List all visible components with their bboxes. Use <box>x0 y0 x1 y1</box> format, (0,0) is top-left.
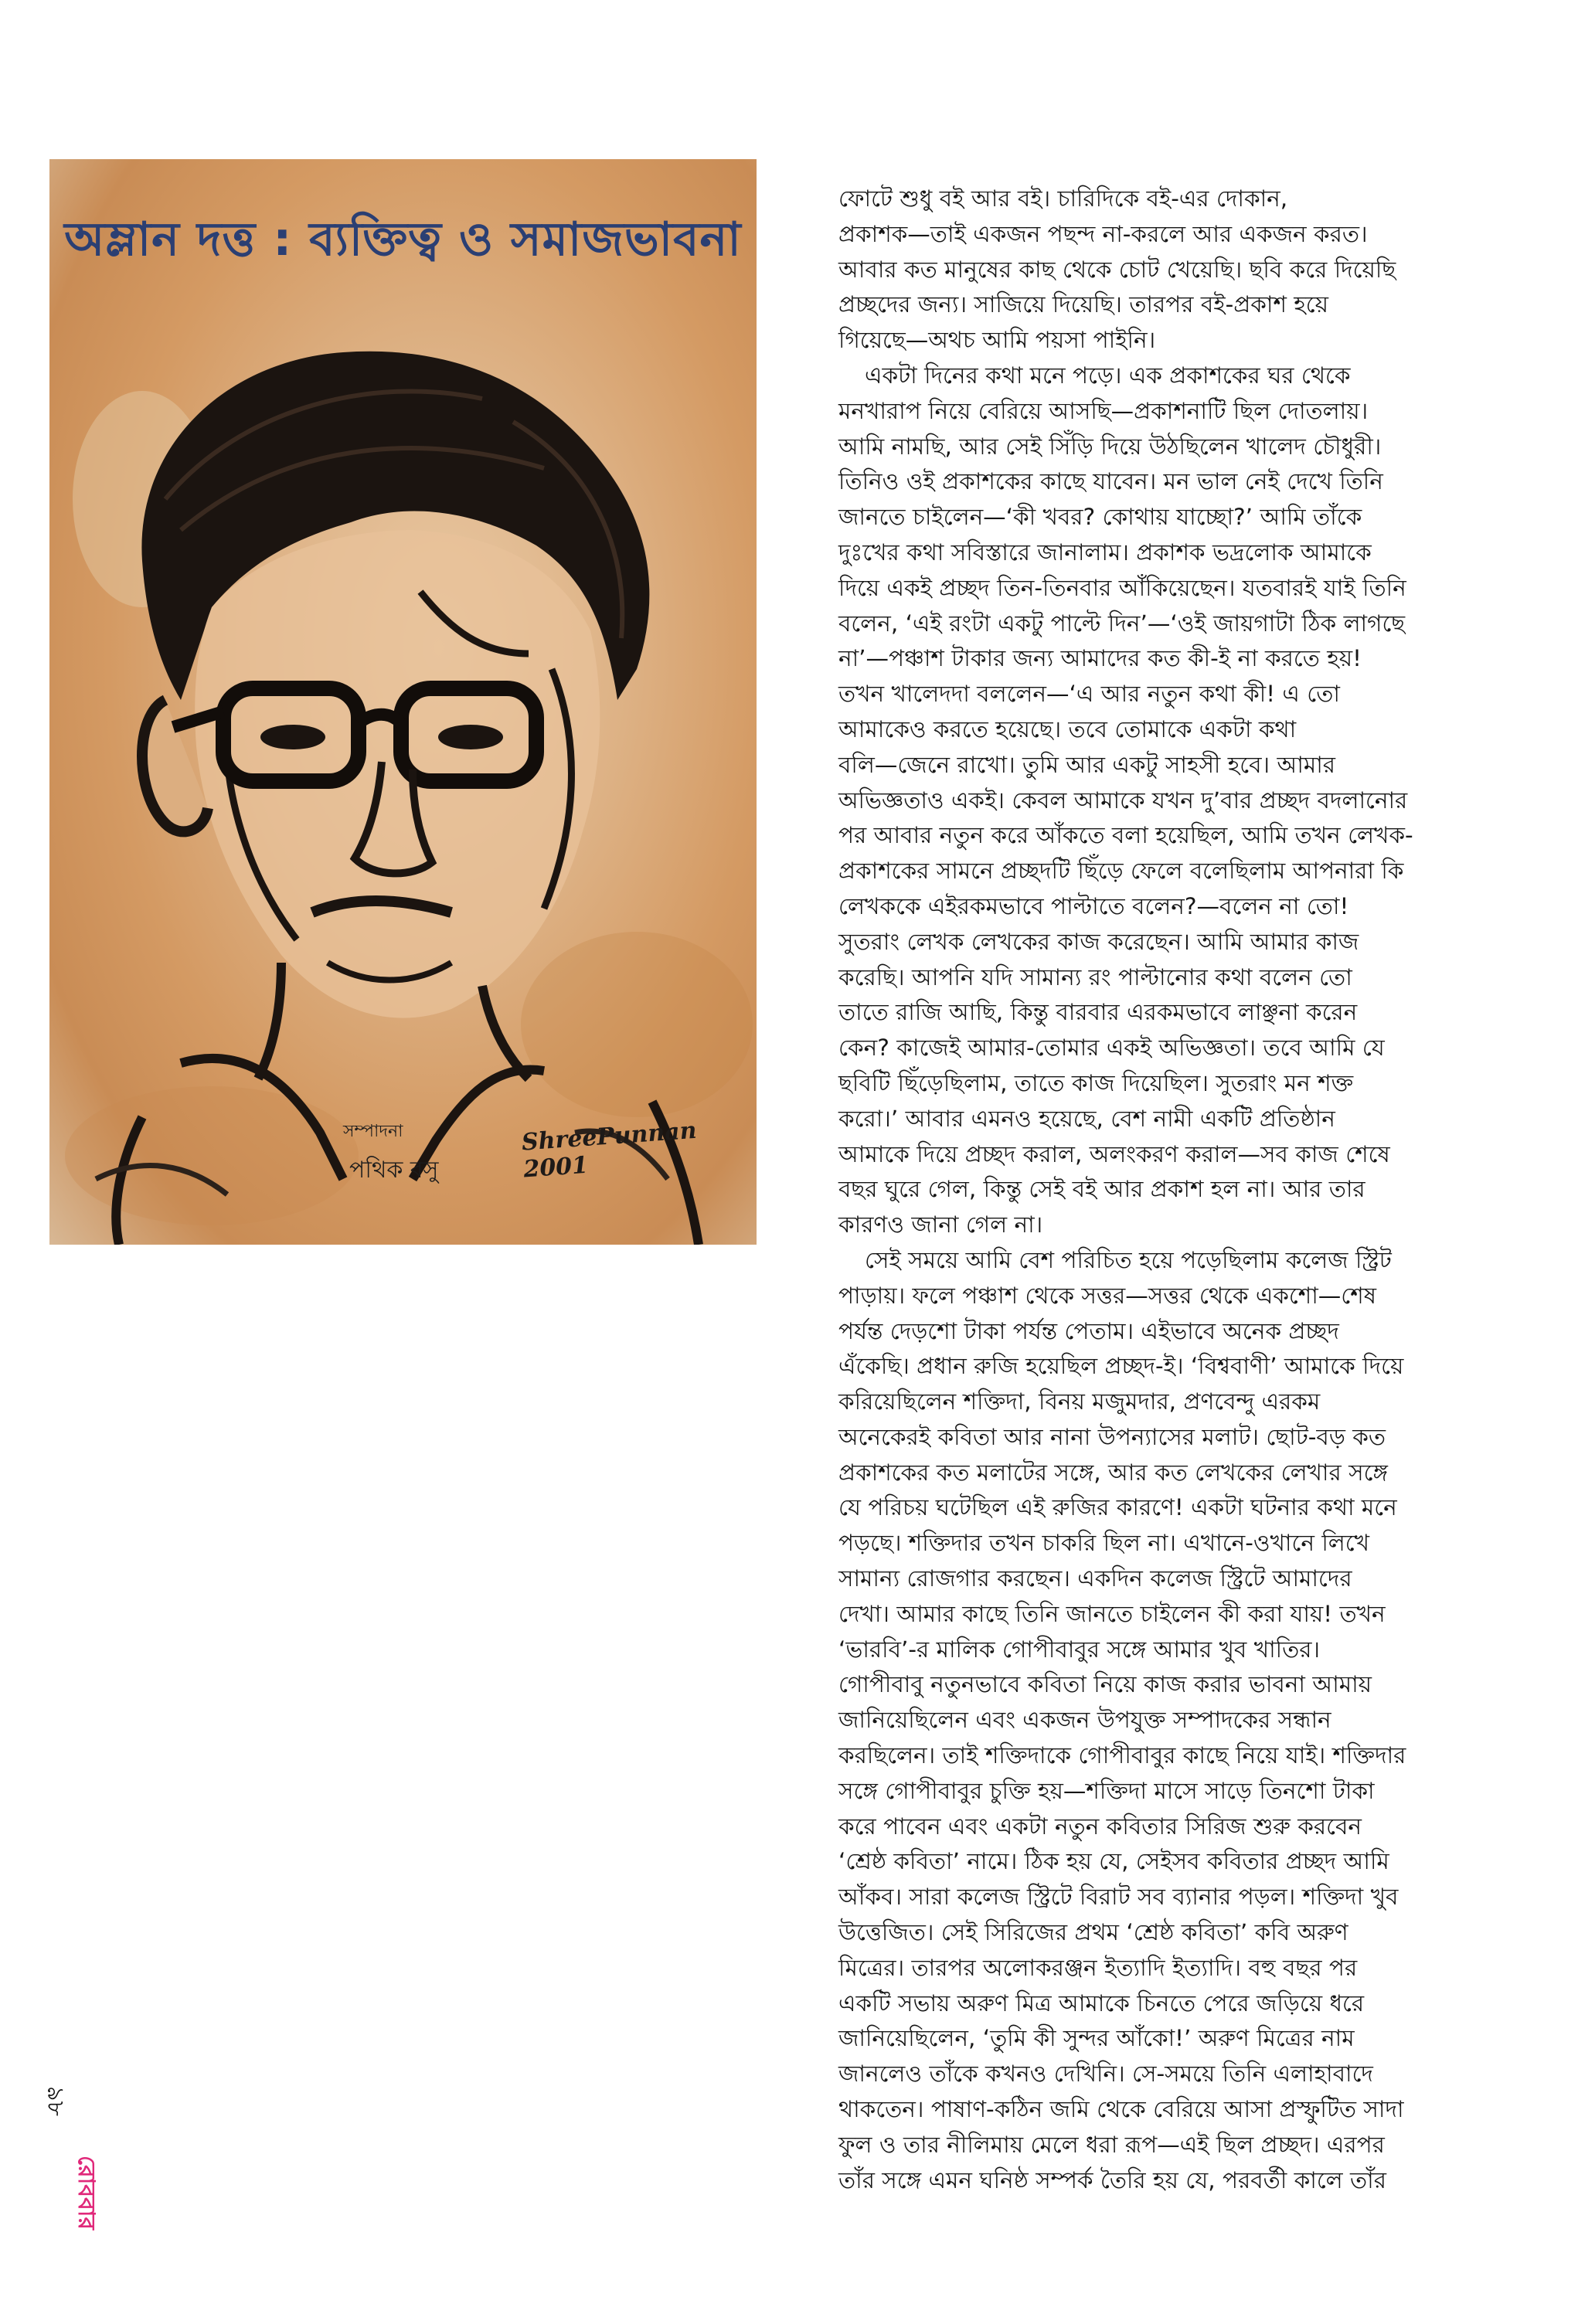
article-line: মনখারাপ নিয়ে বেরিয়ে আসছি—প্রকাশনাটি ছিল দোতলায়। <box>838 397 1369 424</box>
page-number: ৯৮ <box>42 2086 69 2116</box>
article-line: লেখককে এইরকমভাবে পাল্টাতে বলেন?—বলেন না তো! <box>838 892 1349 919</box>
article-line: ছবিটি ছিঁড়েছিলাম, তাতে কাজ দিয়েছিল। সুতরাং মন শক্ত <box>838 1069 1354 1096</box>
article-line: এঁকেছি। প্রধান রুজি হয়েছিল প্রচ্ছদ-ই। ‘বিশ্ববাণী’ আমাকে দিয়ে <box>838 1353 1404 1380</box>
magazine-name: রোববার <box>73 2156 100 2230</box>
article-line: যে পরিচয় ঘটেছিল এই রুজির কারণে! একটা ঘটনার কথা মনে <box>838 1494 1397 1521</box>
article-text-column <box>838 182 1472 2198</box>
article-line: আমাকেও করতে হয়েছে। তবে তোমাকে একটা কথা <box>838 715 1297 742</box>
cover-editor-label: সম্পাদনা <box>343 1122 403 1141</box>
article-line: প্রচ্ছদের জন্য। সাজিয়ে দিয়েছি। তারপর বই-প্রকাশ হয়ে <box>838 291 1329 318</box>
article-line: জানলেও তাঁকে কখনও দেখিনি। সে-সময়ে তিনি এলাহাবাদে <box>838 2061 1373 2088</box>
article-line: পাড়ায়। ফলে পঞ্চাশ থেকে সত্তর—সত্তর থেকে একশো—শেষ <box>838 1282 1376 1309</box>
article-line: প্রকাশকের সামনে প্রচ্ছদটি ছিঁড়ে ফেলে বলেছিলাম আপনারা কি <box>838 858 1404 885</box>
article-line: একটি সভায় অরুণ মিত্র আমাকে চিনতে পেরে জড়িয়ে ধরে <box>838 1989 1365 2017</box>
article-line: মিত্রের। তারপর অলোকরঞ্জন ইত্যাদি ইত্যাদি। বহু বছর পর <box>838 1954 1358 1981</box>
article-line: সঙ্গে গোপীবাবুর চুক্তি হয়—শক্তিদা মাসে সাড়ে তিনশো টাকা <box>838 1777 1375 1804</box>
article-line: তিনিও ওই প্রকাশকের কাছে যাবেন। মন ভাল নেই দেখে তিনি <box>838 468 1383 495</box>
article-line: জানিয়েছিলেন, ‘তুমি কী সুন্দর আঁকো!’ অরুণ মিত্রের নাম <box>838 2025 1355 2052</box>
article-line: সামান্য রোজগার করছেন। একদিন কলেজ স্ট্রিটে আমাদের <box>838 1565 1352 1592</box>
artist-signature: ShreePunnan 2001 <box>520 1116 698 1184</box>
article-line: করে পাবেন এবং একটা নতুন কবিতার সিরিজ শুরু করবেন <box>838 1813 1362 1840</box>
article-line: করিয়েছিলেন শক্তিদা, বিনয় মজুমদার, প্রণবেন্দু এরকম <box>838 1388 1321 1415</box>
article-line: প্রকাশকের কত মলাটের সঙ্গে, আর কত লেখকের লেখার সঙ্গে <box>838 1459 1388 1486</box>
article-line: সুতরাং লেখক লেখকের কাজ করেছেন। আমি আমার কাজ <box>838 928 1359 955</box>
article-line: বছর ঘুরে গেল, কিন্তু সেই বই আর প্রকাশ হল না। আর তার <box>838 1176 1365 1203</box>
article-line: গিয়েছে—অথচ আমি পয়সা পাইনি। <box>838 327 1156 354</box>
article-line: তাঁর সঙ্গে এমন ঘনিষ্ঠ সম্পর্ক তৈরি হয় যে, পরবর্তী কালে তাঁর <box>838 2166 1386 2193</box>
article-line: অনেকেরই কবিতা আর নানা উপন্যাসের মলাট। ছোট-বড় কত <box>838 1423 1386 1450</box>
article-line: প্রকাশক—তাই একজন পছন্দ না-করলে আর একজন করত। <box>838 220 1368 247</box>
article-line: না’—পঞ্চাশ টাকার জন্য আমাদের কত কী-ই না করতে হয়! <box>838 645 1362 672</box>
article-line: ফুল ও তার নীলিমায় মেলে ধরা রূপ—এই ছিল প্রচ্ছদ। এরপর <box>838 2131 1385 2158</box>
article-line: জানিয়েছিলেন এবং একজন উপযুক্ত সম্পাদকের সন্ধান <box>838 1707 1331 1734</box>
article-line: অভিজ্ঞতাও একই। কেবল আমাকে যখন দু’বার প্রচ্ছদ বদলানোর <box>838 787 1408 814</box>
article-line: ফোটে শুধু বই আর বই। চারিদিকে বই-এর দোকান, <box>838 185 1288 212</box>
book-cover-image <box>49 159 757 1245</box>
article-line: পড়ছে। শক্তিদার তখন চাকরি ছিল না। এখানে-ওখানে লিখে <box>838 1530 1369 1557</box>
article-line: আমাকে দিয়ে প্রচ্ছদ করাল, অলংকরণ করাল—সব কাজ শেষে <box>838 1140 1390 1167</box>
article-line: ‘শ্রেষ্ঠ কবিতা’ নামে। ঠিক হয় যে, সেইসব কবিতার প্রচ্ছদ আমি <box>838 1848 1389 1875</box>
cover-editor-block <box>343 1116 513 1192</box>
article-line: তখন খালেদদা বললেন—‘এ আর নতুন কথা কী! এ তো <box>838 681 1340 708</box>
article-line: দেখা। আমার কাছে তিনি জানতে চাইলেন কী করা যায়! তখন <box>838 1600 1386 1627</box>
article-line: ‘ভারবি’-র মালিক গোপীবাবুর সঙ্গে আমার খুব খাতির। <box>838 1636 1320 1663</box>
right-eye <box>438 725 503 749</box>
article-line: করছিলেন। তাই শক্তিদাকে গোপীবাবুর কাছে নিয়ে যাই। শক্তিদার <box>838 1742 1406 1769</box>
article-line: কেন? কাজেই আমার-তোমার একই অভিজ্ঞতা। তবে আমি যে <box>838 1035 1385 1062</box>
portrait-illustration <box>49 267 757 1245</box>
article-line: করেছি। আপনি যদি সামান্য রং পাল্টানোর কথা বলেন তো <box>838 963 1352 990</box>
article-line: একটা দিনের কথা মনে পড়ে। এক প্রকাশকের ঘর থেকে <box>865 362 1351 389</box>
article-line: জানতে চাইলেন—‘কী খবর? কোথায় যাচ্ছো?’ আমি তাঁকে <box>838 504 1362 531</box>
left-eye <box>260 725 325 749</box>
article-line: পর আবার নতুন করে আঁকতে বলা হয়েছিল, আমি তখন লেখক- <box>838 822 1413 849</box>
article-line: কারণও জানা গেল না। <box>838 1211 1043 1238</box>
article-line: আঁকব। সারা কলেজ স্ট্রিটে বিরাট সব ব্যানার পড়ল। শক্তিদা খুব <box>838 1884 1399 1911</box>
article-line: বলেন, ‘এই রংটা একটু পাল্টে দিন’—‘ওই জায়গাটা ঠিক লাগছে <box>838 610 1406 637</box>
paper-stain <box>521 932 753 1117</box>
article-line: থাকতেন। পাষাণ-কঠিন জমি থেকে বেরিয়ে আসা প্রস্ফুটিত সাদা <box>838 2096 1404 2123</box>
article-line: তাতে রাজি আছি, কিন্তু বারবার এরকমভাবে লাঞ্ছনা করেন <box>838 999 1358 1026</box>
article-line: গোপীবাবু নতুনভাবে কবিতা নিয়ে কাজ করার ভাবনা আমায় <box>838 1671 1372 1698</box>
article-line: আমি নামছি, আর সেই সিঁড়ি দিয়ে উঠছিলেন খালেদ চৌধুরী। <box>838 433 1382 460</box>
article-line: উত্তেজিত। সেই সিরিজের প্রথম ‘শ্রেষ্ঠ কবিতা’ কবি অরুণ <box>838 1919 1348 1946</box>
cover-title: অম্লান দত্ত : ব্যক্তিত্ব ও সমাজভাবনা <box>64 212 742 267</box>
article-line: করো।’ আবার এমনও হয়েছে, বেশ নামী একটি প্রতিষ্ঠান <box>838 1105 1335 1132</box>
article-line: দুঃখের কথা সবিস্তারে জানালাম। প্রকাশক ভদ্রলোক আমাকে <box>838 539 1372 566</box>
article-line: সেই সময়ে আমি বেশ পরিচিত হয়ে পড়েছিলাম কলেজ স্ট্রিট <box>865 1246 1392 1273</box>
cover-editor-name: পথিক বসু <box>349 1156 439 1184</box>
article-line: পর্যন্ত দেড়শো টাকা পর্যন্ত পেতাম। এইভাবে অনেক প্রচ্ছদ <box>838 1317 1339 1344</box>
article-line: দিয়ে একই প্রচ্ছদ তিন-তিনবার আঁকিয়েছেন। যতবারই যাই তিনি <box>838 574 1406 601</box>
article-line: বলি—জেনে রাখো। তুমি আর একটু সাহসী হবে। আমার <box>838 751 1336 778</box>
paper-stain <box>65 1086 359 1225</box>
article-line: আবার কত মানুষের কাছ থেকে চোট খেয়েছি। ছবি করে দিয়েছি <box>838 256 1396 283</box>
